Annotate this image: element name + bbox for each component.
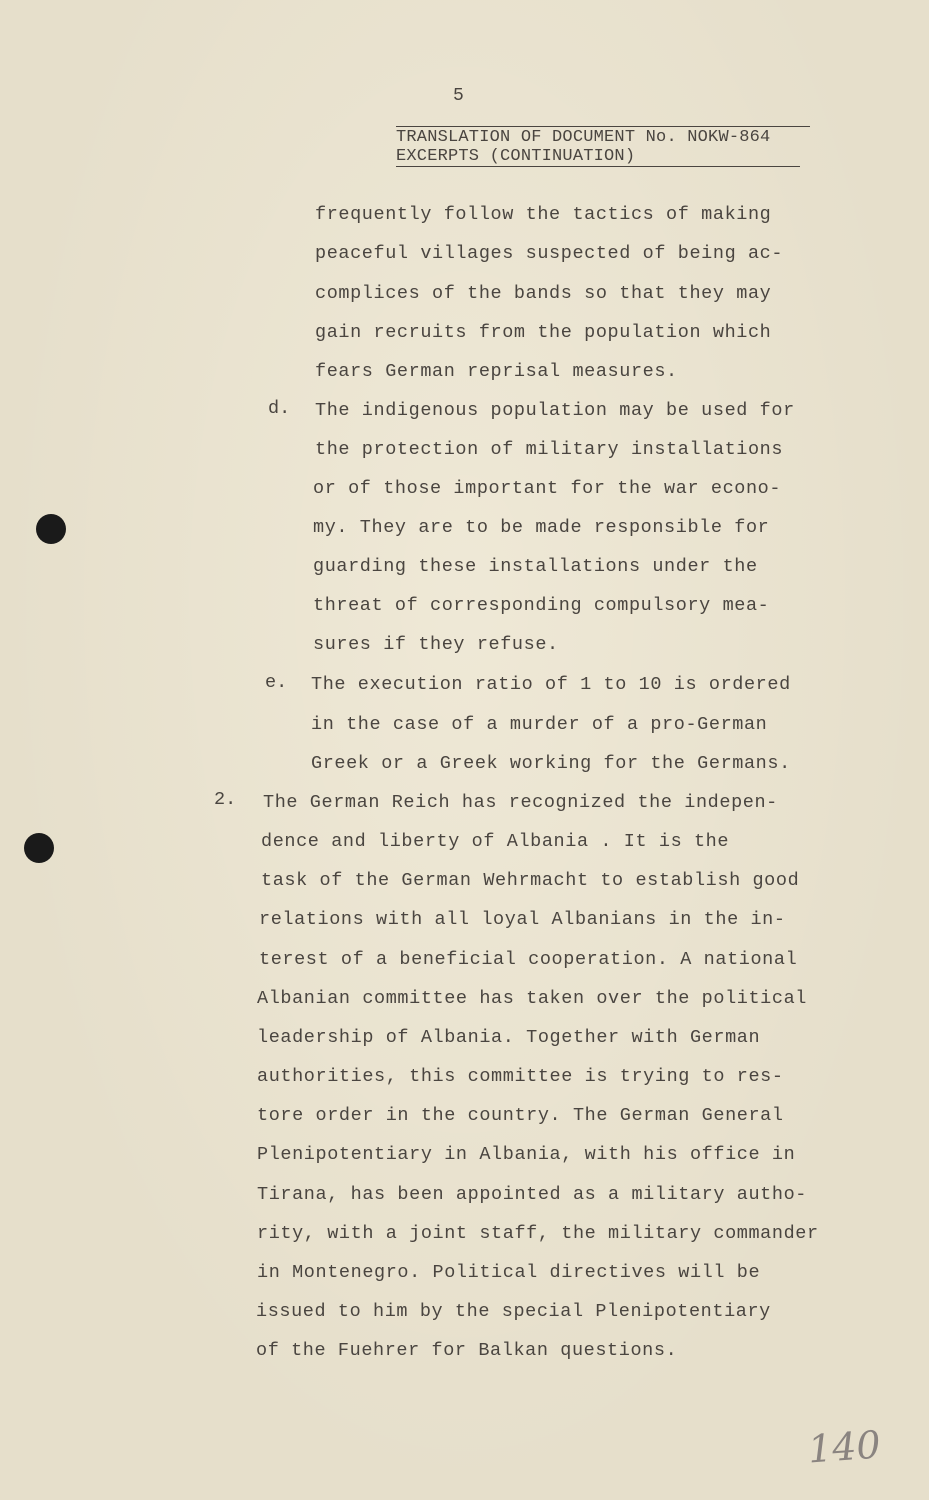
text-line: complices of the bands so that they may (315, 283, 772, 304)
text-line: of the Fuehrer for Balkan questions. (256, 1340, 678, 1361)
text-line: threat of corresponding compulsory mea- (313, 595, 770, 616)
text-line: gain recruits from the population which (315, 322, 772, 343)
text-line: The German Reich has recognized the indepen- (263, 792, 778, 813)
text-line: my. They are to be made responsible for (313, 517, 770, 538)
text-line: tore order in the country. The German General (257, 1105, 784, 1126)
text-line: fears German reprisal measures. (315, 361, 678, 382)
text-line: task of the German Wehrmacht to establish good (261, 870, 800, 891)
text-line: or of those important for the war econo- (313, 478, 782, 499)
text-line: sures if they refuse. (313, 634, 559, 655)
header-subtitle: EXCERPTS (CONTINUATION) (396, 147, 800, 167)
header-title: TRANSLATION OF DOCUMENT No. NOKW-864 (396, 126, 810, 147)
text-line: in Montenegro. Political directives will be (257, 1262, 761, 1283)
text-line: Tirana, has been appointed as a military autho- (257, 1184, 807, 1205)
page-number: 5 (453, 86, 464, 106)
text-line: issued to him by the special Plenipotentiary (256, 1301, 771, 1322)
document-header (396, 126, 810, 167)
handwritten-page-number: 140 (806, 1422, 882, 1472)
section-marker-2: 2. (214, 789, 237, 810)
section-marker-d: d. (268, 398, 291, 419)
text-line: Albanian committee has taken over the political (257, 988, 807, 1009)
text-line: in the case of a murder of a pro-German (311, 714, 768, 735)
text-line: dence and liberty of Albania . It is the (261, 831, 730, 852)
text-line: The execution ratio of 1 to 10 is ordered (311, 674, 791, 695)
section-marker-e: e. (265, 672, 288, 693)
text-line: leadership of Albania. Together with German (257, 1027, 761, 1048)
text-line: frequently follow the tactics of making (315, 204, 772, 225)
text-line: the protection of military installations (315, 439, 784, 460)
punch-hole-bottom (24, 833, 54, 863)
text-line: terest of a beneficial cooperation. A national (259, 949, 798, 970)
text-line: Greek or a Greek working for the Germans. (311, 753, 791, 774)
text-line: authorities, this committee is trying to res- (257, 1066, 784, 1087)
text-line: The indigenous population may be used for (315, 400, 795, 421)
text-line: rity, with a joint staff, the military commander (257, 1223, 819, 1244)
text-line: Plenipotentiary in Albania, with his office in (257, 1144, 796, 1165)
text-line: guarding these installations under the (313, 556, 758, 577)
text-line: relations with all loyal Albanians in the in- (259, 909, 786, 930)
text-line: peaceful villages suspected of being ac- (315, 243, 784, 264)
punch-hole-top (36, 514, 66, 544)
